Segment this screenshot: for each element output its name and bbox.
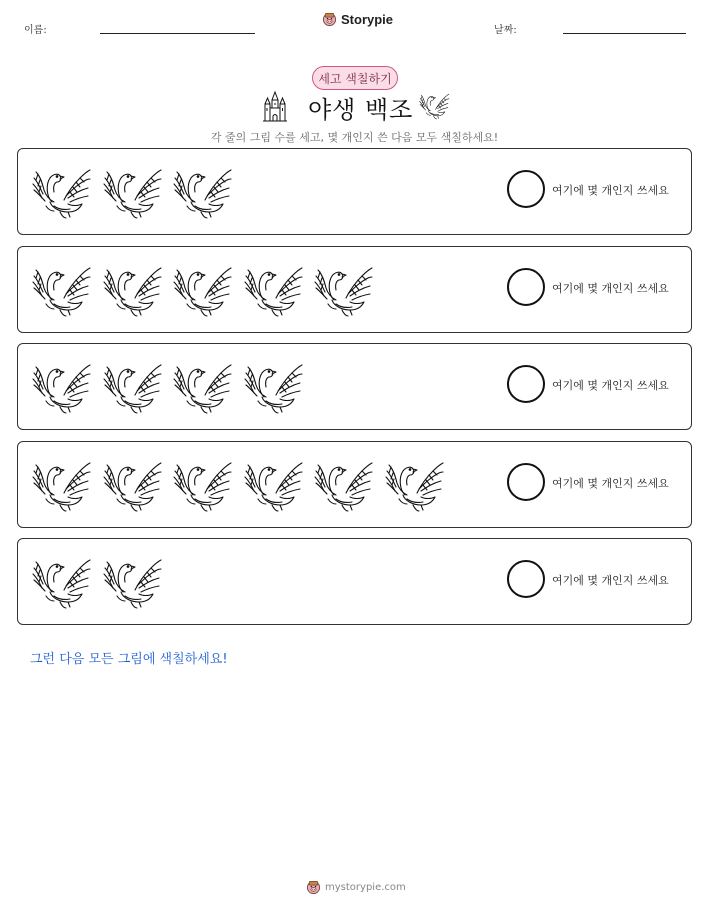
- date-field[interactable]: [563, 33, 686, 34]
- count-row: [17, 148, 692, 235]
- count-row: [17, 538, 692, 625]
- swan-icon[interactable]: [30, 162, 92, 220]
- castle-icon: [262, 90, 288, 122]
- answer-circle[interactable]: [507, 463, 545, 501]
- answer-prompt: 여기에 몇 개인지 쓰세요: [552, 184, 669, 197]
- swan-icon[interactable]: [312, 260, 374, 318]
- swan-icon: [418, 90, 450, 120]
- swan-icon[interactable]: [30, 552, 92, 610]
- swan-icon[interactable]: [101, 162, 163, 220]
- closing-note: 그런 다음 모든 그림에 색칠하세요!: [30, 652, 228, 667]
- swan-icon[interactable]: [312, 455, 374, 513]
- instruction-text: 각 줄의 그림 수를 세고, 몇 개인지 쓴 다음 모두 색칠하세요!: [210, 131, 499, 144]
- name-label: 이름:: [24, 25, 47, 36]
- answer-circle[interactable]: [507, 365, 545, 403]
- swan-icon[interactable]: [171, 455, 233, 513]
- swan-icon[interactable]: [101, 260, 163, 318]
- date-label: 날짜:: [494, 25, 517, 36]
- worksheet-badge: 세고 색칠하기: [312, 66, 398, 90]
- swan-icon[interactable]: [242, 455, 304, 513]
- answer-circle[interactable]: [507, 170, 545, 208]
- count-row: [17, 441, 692, 528]
- answer-prompt: 여기에 몇 개인지 쓰세요: [552, 574, 669, 587]
- swan-icon[interactable]: [171, 162, 233, 220]
- swan-icon[interactable]: [171, 357, 233, 415]
- brand-logo: [322, 12, 393, 27]
- swan-icon[interactable]: [171, 260, 233, 318]
- swan-icon[interactable]: [30, 455, 92, 513]
- swan-icon[interactable]: [101, 357, 163, 415]
- pig-logo-icon: [322, 12, 337, 27]
- site-url: mystorypie.com: [325, 882, 406, 893]
- count-row: [17, 343, 692, 430]
- title-row: [262, 88, 450, 126]
- name-field[interactable]: [100, 33, 255, 34]
- count-row: [17, 246, 692, 333]
- worksheet-title: 야생 백조: [308, 96, 414, 124]
- answer-circle[interactable]: [507, 268, 545, 306]
- answer-prompt: 여기에 몇 개인지 쓰세요: [552, 281, 669, 295]
- site-footer: [306, 880, 406, 895]
- brand-name: Storypie: [341, 12, 394, 27]
- answer-prompt: 여기에 몇 개인지 쓰세요: [552, 476, 669, 490]
- pig-logo-icon: [306, 880, 321, 895]
- answer-circle[interactable]: [507, 560, 545, 598]
- answer-prompt: 여기에 몇 개인지 쓰세요: [552, 379, 669, 392]
- swan-icon[interactable]: [242, 357, 304, 415]
- swan-icon[interactable]: [30, 260, 92, 318]
- swan-icon[interactable]: [101, 552, 163, 610]
- swan-icon[interactable]: [30, 357, 92, 415]
- swan-icon[interactable]: [383, 455, 445, 513]
- swan-icon[interactable]: [242, 260, 304, 318]
- swan-icon[interactable]: [101, 455, 163, 513]
